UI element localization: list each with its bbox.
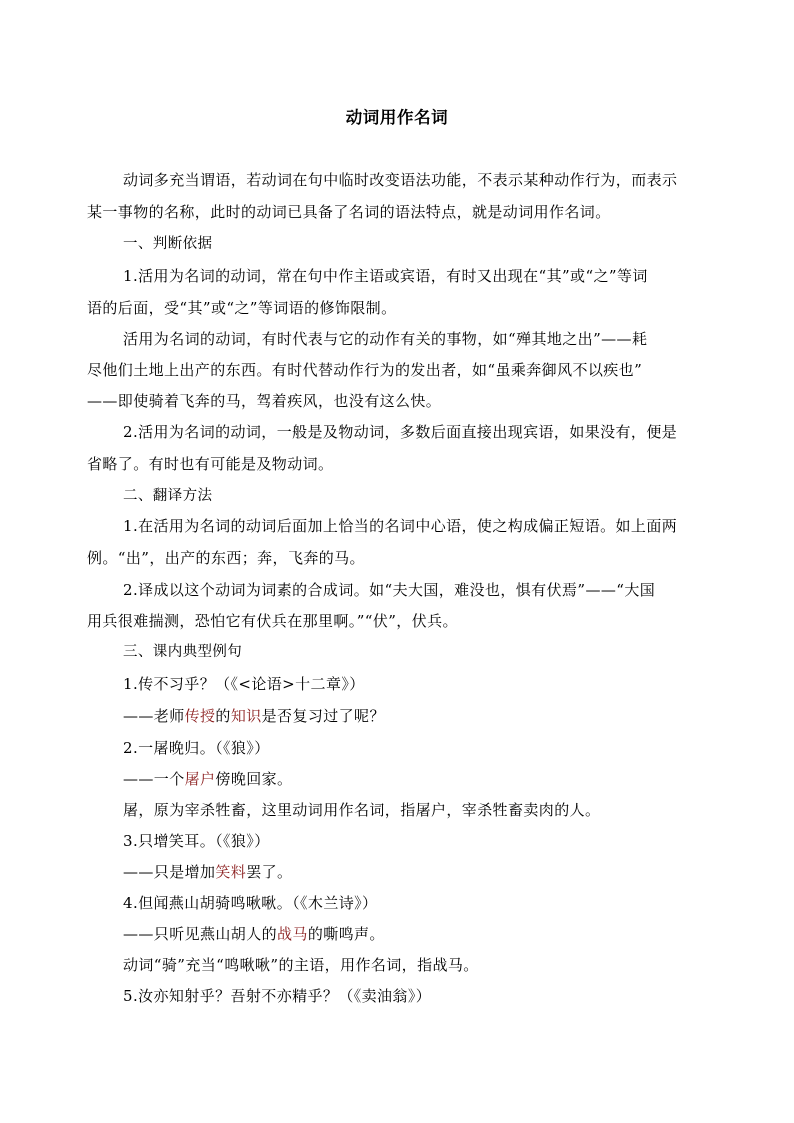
translation-text: ——老师 <box>123 707 185 725</box>
example-2-sentence: 2.一屠晚归。（《狼》） <box>123 739 270 757</box>
translation-text: ——只听见燕山胡人的 <box>123 925 278 943</box>
sec1-p1-line-2: 语的后面，受“其”或“之”等词语的修饰限制。 <box>87 299 397 317</box>
section-heading-3: 三、课内典型例句 <box>123 644 243 660</box>
sec1-p3-line-1: 2.活用为名词的动词，一般是及物动词，多数后面直接出现宾语，如果没有，便是 <box>123 423 678 441</box>
sec1-p2-line-1: 活用为名词的动词，有时代表与它的动作有关的事物，如“殚其地之出”——耗 <box>123 330 648 348</box>
example-4-sentence: 4.但闻燕山胡骑鸣啾啾。（《木兰诗》） <box>123 894 378 912</box>
translation-text: 的嘶鸣声。 <box>307 925 385 943</box>
translation-text: 傍晚回家。 <box>215 770 293 788</box>
example-1-sentence: 1.传不习乎？（《<论语>十二章》） <box>123 675 365 693</box>
example-4-translation <box>123 924 707 944</box>
translation-text: ——一个 <box>123 770 185 788</box>
example-2-note: 屠，原为宰杀牲畜，这里动词用作名词，指屠户，宰杀牲畜卖肉的人。 <box>123 801 601 819</box>
example-2-translation <box>123 769 707 789</box>
example-5-sentence: 5.汝亦知射乎？吾射不亦精乎？（《卖油翁》） <box>123 987 432 1005</box>
highlighted-word: 屠户 <box>184 770 216 788</box>
sec2-p2-line-2: 用兵很难揣测，恐怕它有伏兵在那里啊。”“伏”，伏兵。 <box>87 612 458 630</box>
highlighted-word: 知识 <box>230 707 262 725</box>
intro-line-2: 某一事物的名称，此时的动词已具备了名词的语法特点，就是动词用作名词。 <box>87 203 611 221</box>
example-3-translation <box>123 862 707 882</box>
translation-text: 是否复习过了呢？ <box>261 707 385 725</box>
sec2-p2-line-1: 2.译成以这个动词为词素的合成词。如“夫大国，难没也，惧有伏焉”——“大国 <box>123 581 656 599</box>
highlighted-word: 笑料 <box>215 863 247 881</box>
sec1-p3-line-2: 省略了。有时也有可能是及物动词。 <box>87 455 334 473</box>
translation-text: 罢了。 <box>246 863 293 881</box>
translation-text: 的 <box>215 707 231 725</box>
sec1-p1-line-1: 1.活用为名词的动词，常在句中作主语或宾语，有时又出现在“其”或“之”等词 <box>123 267 648 285</box>
intro-line-1: 动词多充当谓语，若动词在句中临时改变语法功能，不表示某种动作行为，而表示 <box>123 171 678 189</box>
sec2-p1-line-2: 例。“出”，出产的东西；奔，飞奔的马。 <box>87 549 365 567</box>
sec1-p2-line-2: 尽他们土地上出产的东西。有时代替动作行为的发出者，如“虽乘奔御风不以疾也” <box>87 361 643 379</box>
section-heading-1: 一、判断依据 <box>123 236 213 252</box>
sec2-p1-line-1: 1.在活用为名词的动词后面加上恰当的名词中心语，使之构成偏正短语。如上面两 <box>123 517 678 535</box>
sec1-p2-line-3: ——即使骑着飞奔的马，驾着疾风，也没有这么快。 <box>87 392 442 410</box>
highlighted-word: 战马 <box>277 925 308 943</box>
section-heading-2: 二、翻译方法 <box>123 488 213 504</box>
highlighted-word: 传授 <box>184 707 216 725</box>
page-title: 动词用作名词 <box>345 108 449 127</box>
example-1-translation <box>123 706 707 726</box>
translation-text: ——只是增加 <box>123 863 216 881</box>
example-3-sentence: 3.只增笑耳。（《狼》） <box>123 832 270 850</box>
example-4-note: 动词“骑”充当“鸣啾啾”的主语，用作名词，指战马。 <box>123 956 479 974</box>
